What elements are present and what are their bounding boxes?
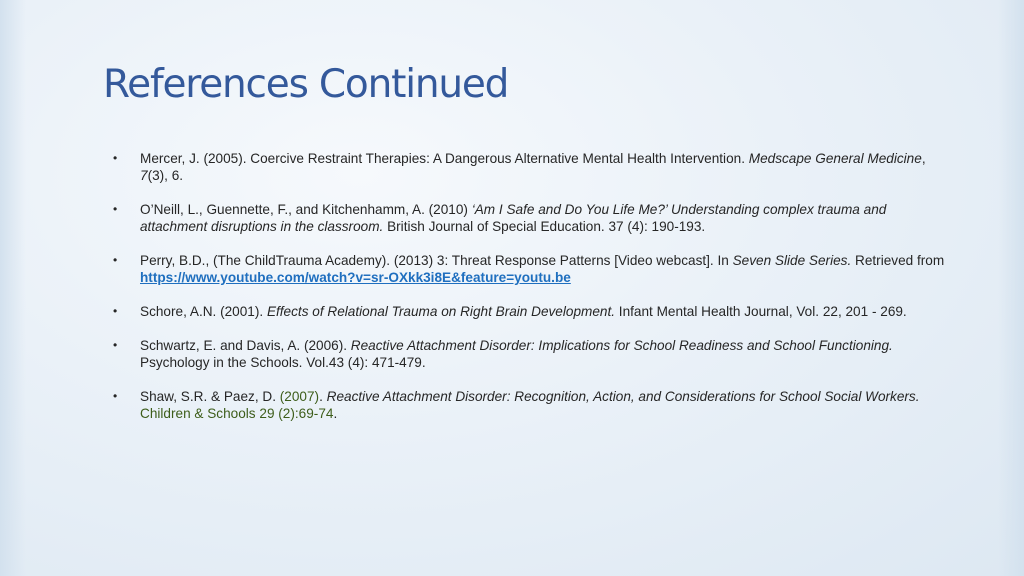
reference-text: Shaw, S.R. & Paez, D. <box>140 389 280 404</box>
slide-edge-right <box>998 0 1024 576</box>
bullet-icon: • <box>113 202 118 216</box>
reference-text: Schore, A.N. (2001). <box>140 304 267 319</box>
reference-text: Perry, B.D., (The ChildTrauma Academy). (2013) 3: Threat Response Patterns [Video webcast]. In <box>140 253 733 268</box>
reference-list <box>108 150 948 439</box>
reference-text: British Journal of Special Education. 37 (4): 190-193. <box>383 219 706 234</box>
reference-volume: 7 <box>140 168 148 183</box>
reference-journal: Children & Schools 29 (2):69-74 <box>140 406 334 421</box>
reference-text: . <box>333 406 338 421</box>
reference-text: Retrieved from <box>851 253 945 268</box>
reference-title: Reactive Attachment Disorder: Recognition, Action, and Considerations for School Social Workers. <box>326 389 920 404</box>
reference-series: Seven Slide Series. <box>732 253 852 268</box>
reference-item-oneill <box>108 201 948 235</box>
reference-text: O’Neill, L., Guennette, F., and Kitchenhamm, A. (2010) <box>140 202 472 217</box>
bullet-icon: • <box>113 338 118 352</box>
reference-text: Schwartz, E. and Davis, A. (2006). <box>140 338 351 353</box>
reference-journal: Medscape General Medicine <box>748 151 922 166</box>
bullet-icon: • <box>113 304 118 318</box>
youtube-link[interactable]: https://www.youtube.com/watch?v=sr-OXkk3i8E&feature=youtu.be <box>140 270 571 285</box>
reference-item-shaw <box>108 388 948 422</box>
bullet-icon: • <box>113 151 118 165</box>
reference-year: (2007) <box>279 389 320 404</box>
slide-title: References Continued <box>103 62 509 107</box>
bullet-icon: • <box>113 389 118 403</box>
reference-item-schore <box>108 303 948 320</box>
reference-text: . <box>319 389 327 404</box>
slide-edge-left <box>0 0 26 576</box>
reference-text: Mercer, J. (2005). Coercive Restraint Therapies: A Dangerous Alternative Mental Health Intervention. <box>140 151 749 166</box>
bullet-icon: • <box>113 253 118 267</box>
reference-item-perry <box>108 252 948 286</box>
reference-item-mercer <box>108 150 948 184</box>
reference-title: ‘Am I Safe and Do You Life Me?’ Understanding complex trauma and attachment disruptions in the classroom. <box>140 202 887 234</box>
reference-title: Reactive Attachment Disorder: Implications for School Readiness and School Functioning. <box>350 338 893 353</box>
reference-text: Psychology in the Schools. Vol.43 (4): 471-479. <box>140 355 426 370</box>
reference-text: , <box>921 151 926 166</box>
reference-text: Infant Mental Health Journal, Vol. 22, 201 - 269. <box>615 304 907 319</box>
reference-text: (3), 6. <box>147 168 184 183</box>
reference-item-schwartz <box>108 337 948 371</box>
reference-title: Effects of Relational Trauma on Right Brain Development. <box>266 304 616 319</box>
